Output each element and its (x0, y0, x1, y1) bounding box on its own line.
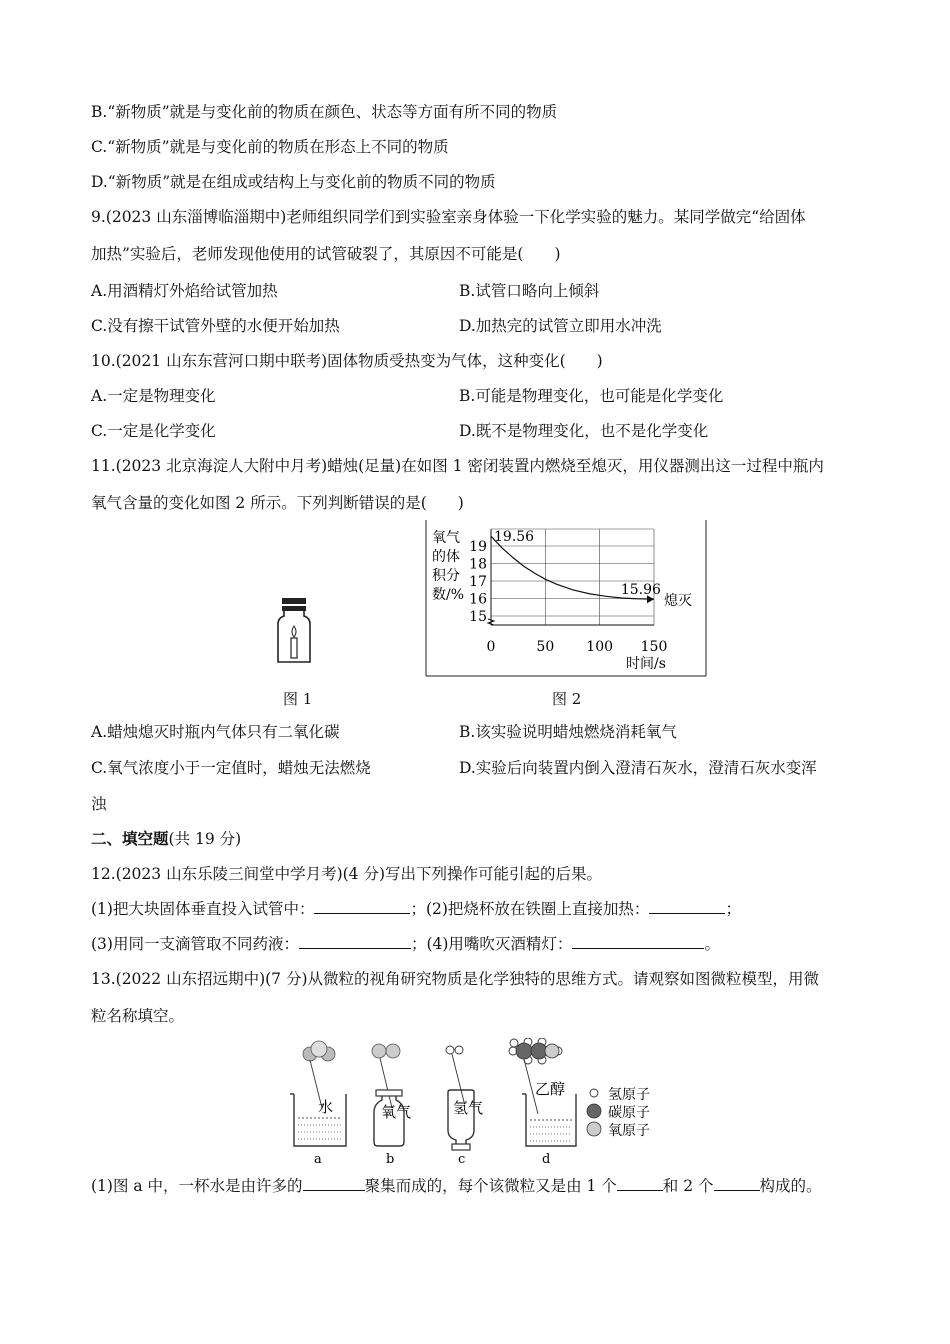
q13-text-d: 构成的。 (759, 1177, 822, 1195)
section-heading (91, 829, 241, 849)
q11-option-b: B.该实验说明蜡烛燃烧消耗氧气 (459, 723, 677, 741)
q12-part2: ；(2)把烧杯放在铁圈上直接加热： (410, 900, 650, 918)
label-hydrogen: 氢气 (453, 1099, 484, 1117)
y-tick-19: 19 (469, 539, 487, 555)
q11-stem-line1: 11.(2023 北京海淀人大附中月考)蜡烛(足量)在如图 1 密闭装置内燃烧至熄灭，用仪器测出这一过程中瓶内 (91, 457, 824, 475)
q12-stem: 12.(2023 山东乐陵三间堂中学月考)(4 分)写出下列操作可能引起的后果。 (91, 865, 603, 883)
q12-part1: (1)把大块固体垂直投入试管中： (91, 900, 315, 918)
particle-model-figure (280, 1038, 680, 1166)
q12-blank4[interactable] (572, 934, 704, 949)
q9-option-b: B.试管口略向上倾斜 (459, 282, 600, 300)
hydrogen-atom-1 (446, 1046, 454, 1054)
q13-stem-line1: 13.(2022 山东招远期中)(7 分)从微粒的视角研究物质是化学独特的思维方式。请观察如图微粒模型，用微 (91, 970, 820, 988)
annotation-start-value: 19.56 (494, 529, 535, 546)
q11-option-a: A.蜡烛熄灭时瓶内气体只有二氧化碳 (91, 723, 340, 741)
q12-part4: ；(4)用嘴吹灭酒精灯： (410, 935, 573, 953)
legend (587, 1087, 650, 1139)
q10-option-d: D.既不是物理变化，也不是化学变化 (459, 422, 709, 440)
figure2-oxygen-chart (424, 520, 708, 678)
q9-option-d: D.加热完的试管立即用水冲洗 (459, 317, 662, 335)
q11-option-d-continued: 浊 (91, 795, 107, 813)
letter-c: c (458, 1152, 466, 1166)
y-tick-16: 16 (469, 591, 487, 608)
section-score: (共 19 分) (168, 830, 242, 848)
legend-carbon: 碳原子 (608, 1105, 650, 1121)
x-tick-50: 50 (536, 639, 555, 655)
q13-text-a: (1)图 a 中，一杯水是由许多的 (91, 1177, 303, 1195)
letter-b: b (386, 1152, 395, 1166)
q11-option-d: D.实验后向装置内倒入澄清石灰水，澄清石灰水变浑 (459, 759, 817, 777)
option-c-prev: C.“新物质”就是与变化前的物质在形态上不同的物质 (91, 138, 449, 156)
label-water: 水 (318, 1098, 334, 1116)
q13-blank1[interactable] (303, 1176, 365, 1191)
annotation-extinguish: 熄灭 (664, 593, 692, 610)
legend-oxygen: 氧原子 (608, 1123, 650, 1139)
option-b-prev: B.“新物质”就是与变化前的物质在颜色、状态等方面有所不同的物质 (91, 103, 558, 121)
ylabel-line3: 积分 (432, 568, 460, 584)
letter-d: d (542, 1152, 551, 1166)
q12-part3: (3)用同一支滴管取不同药液： (91, 935, 299, 953)
letter-a: a (314, 1152, 322, 1166)
q12-part4-end: 。 (704, 935, 720, 953)
q10-stem: 10.(2021 山东东营河口期中联考)固体物质受热变为气体，这种变化( ) (91, 352, 603, 370)
q12-row2 (91, 934, 720, 954)
ylabel-line1: 氧气 (432, 530, 460, 546)
figure1-caption: 图 1 (283, 690, 313, 708)
model-d-ethanol (509, 1038, 576, 1166)
water-oxygen (311, 1041, 327, 1057)
q10-option-a: A.一定是物理变化 (91, 387, 216, 405)
legend-hydrogen-icon (590, 1089, 598, 1097)
ethanol-oxygen (545, 1044, 559, 1058)
model-a-water (290, 1041, 346, 1166)
annotation-end-value: 15.96 (620, 582, 661, 599)
ylabel-line4: 数/% (432, 587, 465, 603)
q12-blank1[interactable] (314, 899, 410, 914)
q12-row1 (91, 899, 741, 919)
legend-hydrogen: 氢原子 (608, 1087, 650, 1103)
label-oxygen: 氧气 (381, 1103, 412, 1121)
q10-option-b: B.可能是物理变化，也可能是化学变化 (459, 387, 724, 405)
q13-text-c: 和 2 个 (662, 1177, 714, 1195)
x-tick-150: 150 (640, 639, 668, 655)
q9-option-a: A.用酒精灯外焰给试管加热 (91, 282, 278, 300)
q13-text-b: 聚集而成的，每个该微粒又是由 1 个 (364, 1177, 617, 1195)
q11-option-c: C.氧气浓度小于一定值时，蜡烛无法燃烧 (91, 759, 371, 777)
q9-stem-line2: 加热”实验后，老师发现他使用的试管破裂了，其原因不可能是( ) (91, 245, 561, 263)
q11-stem-line2: 氧气含量的变化如图 2 所示。下列判断错误的是( ) (91, 494, 464, 512)
q13-stem-line2: 粒名称填空。 (91, 1007, 185, 1025)
option-d-prev: D.“新物质”就是在组成或结构上与变化前的物质不同的物质 (91, 173, 496, 191)
legend-carbon-icon (587, 1104, 601, 1118)
xlabel: 时间/s (626, 656, 666, 672)
oxygen-atom-1 (372, 1044, 386, 1058)
q12-part2-end: ； (725, 900, 741, 918)
section-title: 二、填空题 (91, 829, 169, 848)
label-ethanol: 乙醇 (535, 1080, 566, 1098)
q13-blank3[interactable] (714, 1176, 760, 1191)
y-tick-15: 15 (469, 609, 487, 625)
y-tick-17: 17 (469, 574, 487, 590)
figure2-caption: 图 2 (552, 690, 582, 708)
hydrogen-atom-2 (455, 1046, 463, 1054)
figure1-jar-candle (270, 596, 320, 666)
axis-break (488, 619, 494, 625)
q10-option-c: C.一定是化学变化 (91, 422, 216, 440)
q9-option-c: C.没有擦干试管外壁的水便开始加热 (91, 317, 340, 335)
legend-oxygen-icon (587, 1122, 601, 1136)
q13-blank2[interactable] (617, 1176, 663, 1191)
q12-blank3[interactable] (299, 934, 411, 949)
q13-part1 (91, 1176, 822, 1196)
model-c-hydrogen (446, 1046, 483, 1166)
y-tick-18: 18 (469, 556, 487, 573)
oxygen-atom-2 (386, 1044, 400, 1058)
ethanol-carbon-1 (516, 1043, 532, 1059)
ethanol-carbon-2 (531, 1043, 547, 1059)
x-tick-100: 100 (586, 639, 614, 655)
ylabel-line2: 的体 (432, 549, 460, 565)
model-b-oxygen (372, 1044, 411, 1166)
q9-stem-line1: 9.(2023 山东淄博临淄期中)老师组织同学们到实验室亲身体验一下化学实验的魅力。某同学做完“给固体 (91, 208, 806, 226)
x-tick-0: 0 (486, 639, 496, 655)
q12-blank2[interactable] (649, 899, 725, 914)
